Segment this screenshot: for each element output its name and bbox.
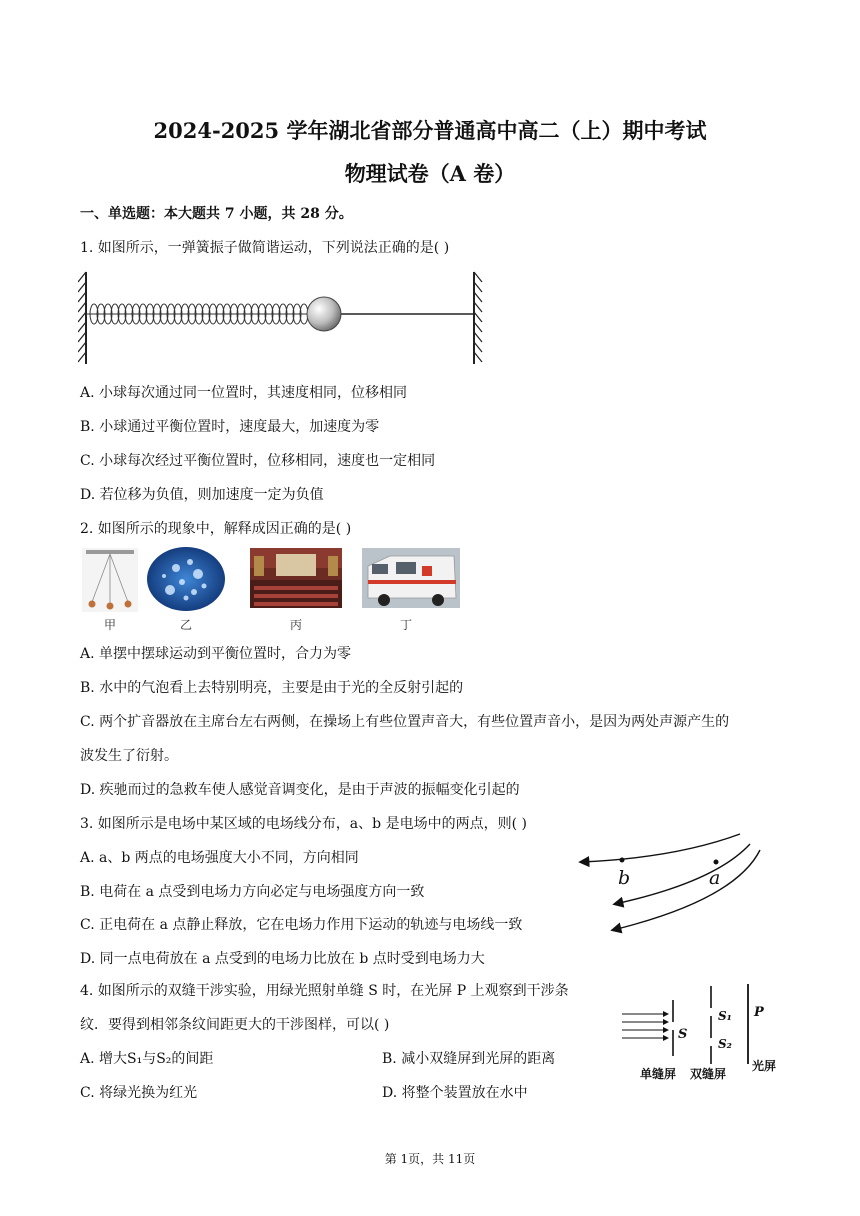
point-b [620,858,625,863]
q1-option-a: A. 小球每次通过同一位置时，其速度相同，位移相同 [80,385,408,401]
q3-stem: 3. 如图所示是电场中某区域的电场线分布，a、b 是电场中的两点，则( ) [80,816,527,832]
pendulum-photo [82,548,138,612]
section-heading: 一、单选题：本大题共 7 小题，共 28 分。 [80,206,353,222]
label-a: a [709,867,721,889]
label-p: P [754,1005,764,1020]
caption-bing: 丙 [289,618,302,632]
label-light-screen: 光屏 [752,1059,777,1073]
caption-yi: 乙 [179,618,192,632]
caption-ding: 丁 [399,618,412,632]
q2-option-b: B. 水中的气泡看上去特别明亮，主要是由于光的全反射引起的 [80,680,464,696]
label-b: b [618,867,631,889]
label-s: S [678,1027,688,1042]
spring-oscillator-figure [78,268,490,368]
q4-option-b: B. 减小双缝屏到光屏的距离 [382,1051,556,1067]
label-single-slit: 单缝屏 [640,1067,677,1081]
q2-option-d: D. 疾驰而过的急救车使人感觉音调变化，是由于声波的振幅变化引起的 [80,782,520,798]
q2-stem: 2. 如图所示的现象中，解释成因正确的是( ) [80,521,352,537]
q4-option-d: D. 将整个装置放在水中 [382,1085,528,1101]
exam-title: 2024-2025 学年湖北省部分普通高中高二（上）期中考试 [153,118,707,143]
caption-jia: 甲 [103,618,116,632]
exam-subtitle: 物理试卷（A 卷） [344,161,516,186]
q3-option-c: C. 正电荷在 a 点静止释放，它在电场力作用下运动的轨迹与电场线一致 [80,917,523,933]
water-bubbles-photo [146,546,226,612]
q3-option-b: B. 电荷在 a 点受到电场力方向必定与电场强度方向一致 [80,884,425,900]
electric-field-lines-figure [575,826,770,936]
oscillator-ball [307,297,341,331]
q3-option-a: A. a、b 两点的电场强度大小不同，方向相同 [80,850,359,866]
q1-option-d: D. 若位移为负值，则加速度一定为负值 [80,487,324,503]
field-line-bottom [613,850,760,930]
field-line-top [581,834,740,862]
label-s2: S₂ [718,1037,732,1051]
q2-option-a: A. 单摆中摆球运动到平衡位置时，合力为零 [80,646,352,662]
auditorium-photo [250,548,342,608]
q1-option-b: B. 小球通过平衡位置时，速度最大，加速度为零 [80,419,380,435]
q4-option-c: C. 将绿光换为红光 [80,1085,198,1101]
double-slit-figure [618,980,788,1084]
q4-option-a: A. 增大S₁与S₂的间距 [80,1051,214,1067]
label-double-slit: 双缝屏 [690,1067,727,1081]
left-wall-hatching [78,272,86,362]
field-line-middle [615,844,750,904]
point-a [714,860,719,865]
q4-stem-line2: 纹．要得到相邻条纹间距更大的干涉图样，可以( ) [80,1017,390,1033]
q2-option-c: C. 两个扩音器放在主席台左右两侧，在操场上有些位置声音大，有些位置声音小，是因为两处声源产生的 [80,714,730,730]
q4-stem-line1: 4. 如图所示的双缝干涉实验，用绿光照射单缝 S 时，在光屏 P 上观察到干涉条 [80,983,569,999]
ambulance-photo [362,548,460,608]
right-wall-hatching [474,272,482,362]
q1-option-c: C. 小球每次经过平衡位置时，位移相同，速度也一定相同 [80,453,436,469]
q2-option-c-continued: 波发生了衍射。 [80,748,178,764]
page-footer: 第 1页，共 11页 [384,1152,476,1166]
q1-stem: 1. 如图所示，一弹簧振子做简谐运动，下列说法正确的是( ) [80,240,450,256]
incident-light-rays [622,1014,668,1038]
q3-option-d: D. 同一点电荷放在 a 点受到的电场力比放在 b 点时受到电场力大 [80,951,485,967]
label-s1: S₁ [718,1009,732,1023]
